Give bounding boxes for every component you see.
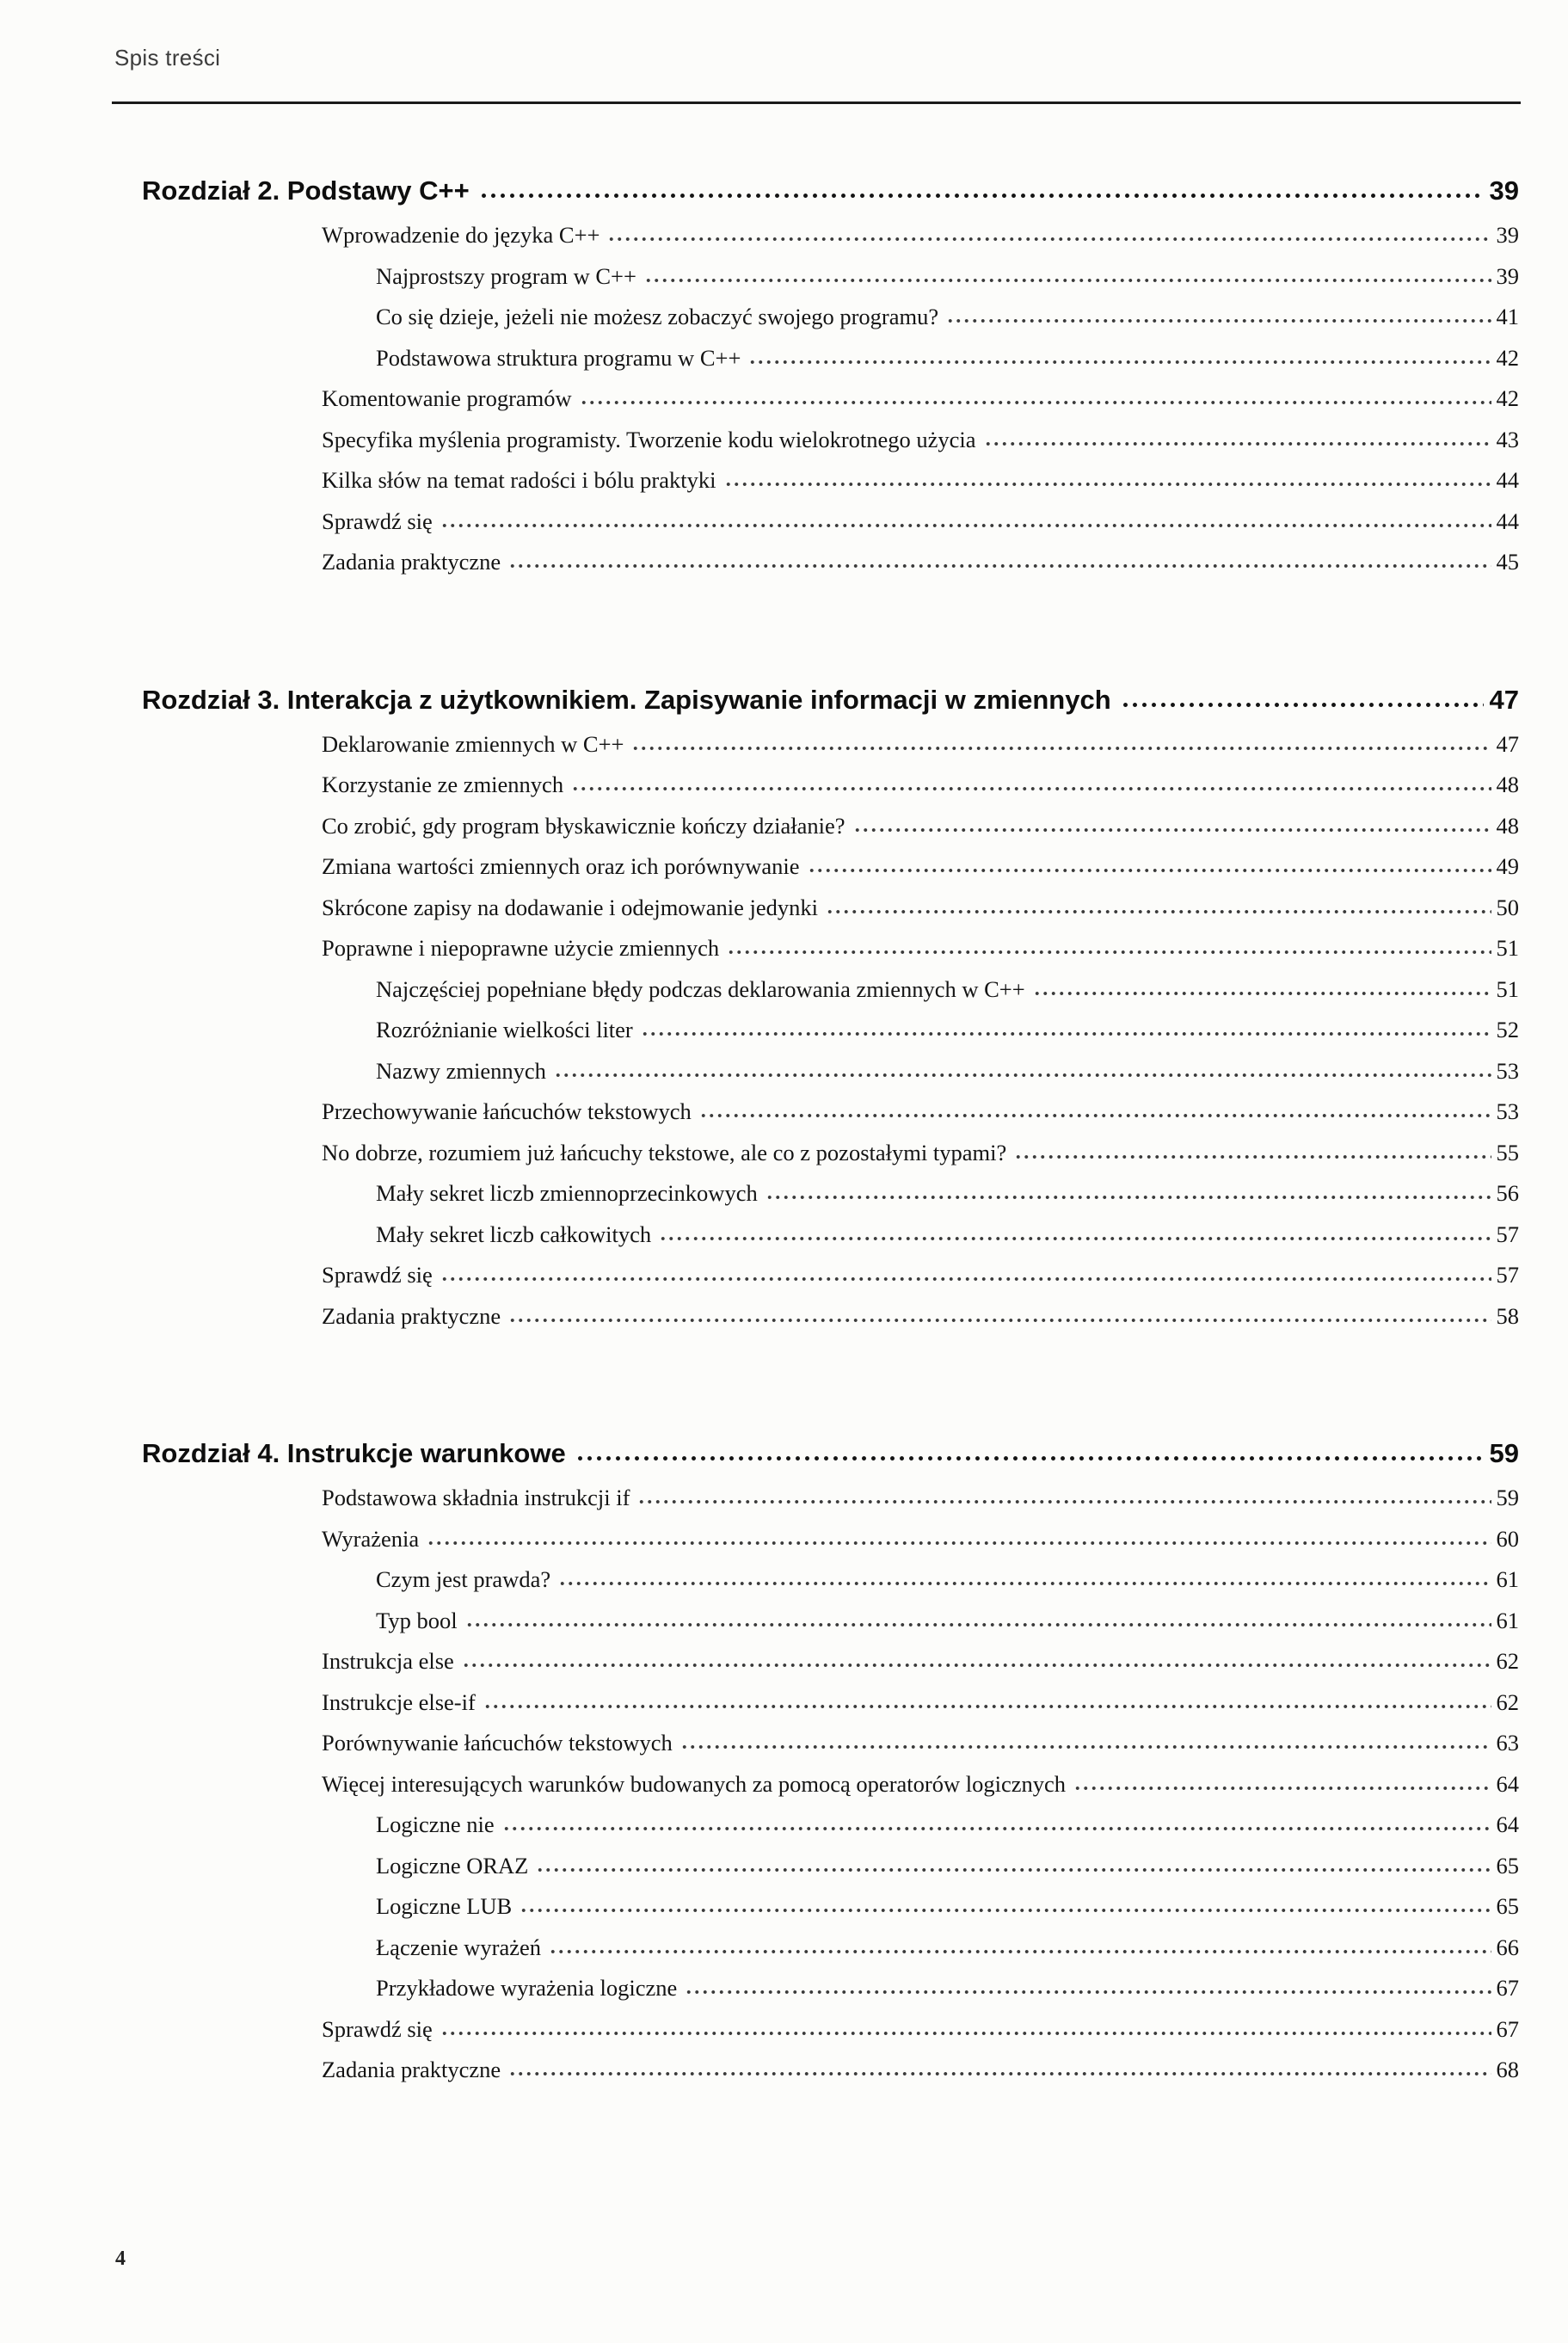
toc-entry	[376, 1975, 1519, 2016]
toc-entry-page: 61	[1496, 1607, 1519, 1633]
dot-leader	[748, 359, 1491, 366]
toc-entry-page: 62	[1496, 1688, 1519, 1715]
dot-leader	[427, 1540, 1491, 1547]
chapter-block	[142, 685, 1519, 1344]
toc-entry-label: Typ bool	[376, 1607, 458, 1633]
running-header: Spis treści	[114, 45, 221, 71]
toc-entry	[322, 1689, 1519, 1731]
toc-entry-label: Najprostszy program w C++	[376, 262, 636, 289]
chapter-heading	[142, 1438, 1519, 1469]
toc-entry	[322, 895, 1519, 936]
chapter-title: Rozdział 4. Instrukcje warunkowe	[142, 1438, 566, 1468]
toc-entry	[376, 1221, 1519, 1263]
dot-leader	[508, 2070, 1491, 2077]
toc-entry	[322, 772, 1519, 813]
toc-entry-page: 42	[1496, 344, 1519, 371]
toc-entry-label: Sprawdź się	[322, 507, 433, 534]
toc-entry-page: 68	[1496, 2057, 1519, 2082]
dot-leader	[575, 1454, 1484, 1462]
toc-entry-page: 55	[1496, 1139, 1519, 1165]
toc-entry	[322, 1730, 1519, 1771]
toc-entry-page: 51	[1496, 935, 1519, 961]
toc-entry-page: 56	[1496, 1180, 1519, 1206]
dot-leader	[462, 1662, 1491, 1669]
dot-leader	[1033, 990, 1491, 997]
dot-leader	[554, 1072, 1491, 1079]
toc-entry	[322, 813, 1519, 854]
toc-entry	[376, 1934, 1519, 1976]
toc-entry-label: Najczęściej popełniane błędy podczas deklarowania zmiennych w C++	[376, 975, 1025, 1002]
toc-entry-label: Porównywanie łańcuchów tekstowych	[322, 1730, 673, 1756]
toc-entry-page: 41	[1496, 304, 1519, 329]
toc-entry	[322, 427, 1519, 468]
toc-entry-page: 53	[1496, 1057, 1519, 1084]
toc-entry	[376, 263, 1519, 304]
toc-entry-page: 58	[1496, 1302, 1519, 1329]
dot-leader	[727, 949, 1491, 956]
toc-entry-label: Korzystanie ze zmiennych	[322, 772, 564, 797]
toc-entry	[322, 385, 1519, 427]
toc-entry-page: 57	[1496, 1262, 1519, 1288]
dot-leader	[659, 1235, 1491, 1242]
toc-entry-page: 67	[1496, 2015, 1519, 2042]
dot-leader	[631, 745, 1491, 752]
toc-entry-page: 57	[1496, 1221, 1519, 1247]
toc-entry-page: 52	[1496, 1017, 1519, 1042]
dot-leader	[699, 1112, 1491, 1119]
header-divider	[112, 101, 1521, 104]
toc-entry-label: No dobrze, rozumiem już łańcuchy tekstowe, ale co z pozostałymi typami?	[322, 1139, 1007, 1165]
toc-entry-page: 67	[1496, 1975, 1519, 2001]
toc-entry	[322, 2016, 1519, 2057]
chapter-page-number: 47	[1489, 684, 1519, 715]
toc-entry-label: Podstawowa składnia instrukcji if	[322, 1485, 630, 1510]
dot-leader	[571, 785, 1491, 792]
toc-entry	[376, 1608, 1519, 1649]
toc-entry-label: Poprawne i niepoprawne użycie zmiennych	[322, 935, 720, 961]
dot-leader	[644, 277, 1491, 284]
chapter-page-number: 59	[1489, 1438, 1519, 1468]
dot-leader	[853, 827, 1491, 833]
dot-leader	[1073, 1785, 1491, 1792]
dot-leader	[984, 440, 1491, 447]
toc-entry-page: 49	[1496, 853, 1519, 879]
chapter-title: Rozdział 3. Interakcja z użytkownikiem. Zapisywanie informacji w zmiennych	[142, 684, 1111, 715]
dot-leader	[685, 1989, 1491, 1996]
toc-entry-label: Rozróżnianie wielkości liter	[376, 1017, 633, 1042]
toc-entry-label: Co się dzieje, jeżeli nie możesz zobaczyć swojego programu?	[376, 304, 939, 329]
dot-leader	[508, 563, 1491, 569]
toc-entry-label: Przykładowe wyrażenia logiczne	[376, 1975, 678, 2001]
dot-leader	[607, 236, 1491, 243]
toc-entry	[322, 549, 1519, 590]
toc-entry	[322, 1140, 1519, 1181]
toc-entry	[376, 1853, 1519, 1894]
toc-entry-label: Mały sekret liczb całkowitych	[376, 1221, 652, 1247]
toc-entry	[322, 508, 1519, 550]
toc-entry	[322, 1648, 1519, 1689]
toc-entry-label: Instrukcja else	[322, 1648, 454, 1674]
toc-entry-page: 42	[1496, 385, 1519, 411]
toc-entry	[376, 1058, 1519, 1099]
toc-entry-page: 65	[1496, 1852, 1519, 1879]
toc-entry-page: 62	[1496, 1648, 1519, 1674]
toc-entry-label: Podstawowa struktura programu w C++	[376, 344, 741, 371]
dot-leader	[479, 192, 1484, 200]
chapter-heading	[142, 685, 1519, 716]
toc-entry-label: Mały sekret liczb zmiennoprzecinkowych	[376, 1180, 758, 1206]
toc-entry-label: Komentowanie programów	[322, 385, 572, 411]
toc-entry-label: Wprowadzenie do języka C++	[322, 222, 600, 248]
toc-entry-page: 65	[1496, 1893, 1519, 1919]
toc-entry	[322, 467, 1519, 508]
toc-entry-label: Nazwy zmiennych	[376, 1057, 546, 1084]
toc-entry-page: 47	[1496, 730, 1519, 757]
toc-entry-label: Wyrażenia	[322, 1525, 420, 1552]
dot-leader	[1121, 701, 1484, 709]
toc-entry-label: Specyfika myślenia programisty. Tworzenie kodu wielokrotnego użycia	[322, 426, 976, 452]
toc-entry-label: Łączenie wyrażeń	[376, 1934, 541, 1960]
dot-leader	[637, 1498, 1491, 1505]
toc-entry-label: Zadania praktyczne	[322, 2057, 501, 2082]
chapter-block	[142, 175, 1519, 590]
chapter-heading	[142, 175, 1519, 206]
toc-entry-page: 44	[1496, 467, 1519, 493]
toc-entry-label: Deklarowanie zmiennych w C++	[322, 730, 624, 757]
toc-entry-page: 64	[1496, 1770, 1519, 1797]
toc	[142, 175, 1519, 2192]
toc-entry-label: Zmiana wartości zmiennych oraz ich porównywanie	[322, 853, 800, 879]
toc-entry-label: Instrukcje else-if	[322, 1688, 476, 1715]
page-number: 4	[115, 2248, 126, 2270]
dot-leader	[826, 908, 1491, 915]
toc-entry-page: 61	[1496, 1566, 1519, 1592]
toc-entry	[322, 1526, 1519, 1567]
dot-leader	[483, 1703, 1491, 1710]
toc-entry	[322, 853, 1519, 895]
toc-entry-label: Co zrobić, gdy program błyskawicznie kończy działanie?	[322, 812, 845, 839]
toc-entry-label: Sprawdź się	[322, 1262, 433, 1288]
toc-entry-page: 48	[1496, 812, 1519, 839]
toc-entry-label: Zadania praktyczne	[322, 549, 501, 575]
dot-leader	[641, 1030, 1491, 1037]
toc-entry-label: Więcej interesujących warunków budowanych za pomocą operatorów logicznych	[322, 1770, 1066, 1797]
toc-entry-label: Kilka słów na temat radości i bólu praktyki	[322, 467, 716, 493]
toc-entry	[376, 976, 1519, 1018]
toc-entry-label: Skrócone zapisy na dodawanie i odejmowanie jedynki	[322, 894, 818, 920]
toc-entry	[376, 1017, 1519, 1058]
toc-entry	[322, 1262, 1519, 1303]
toc-entry	[376, 345, 1519, 386]
toc-entry	[322, 2057, 1519, 2098]
chapter-block	[142, 1438, 1519, 2098]
toc-entry-page: 44	[1496, 507, 1519, 534]
toc-entry	[322, 1098, 1519, 1140]
toc-entry-label: Logiczne ORAZ	[376, 1852, 529, 1879]
toc-entry	[322, 731, 1519, 772]
toc-entry	[322, 1485, 1519, 1526]
toc-entry	[322, 935, 1519, 976]
dot-leader	[808, 867, 1491, 874]
toc-entry-page: 43	[1496, 426, 1519, 452]
toc-entry-page: 39	[1496, 262, 1519, 289]
toc-entry-label: Logiczne LUB	[376, 1893, 513, 1919]
toc-entry-label: Zadania praktyczne	[322, 1302, 501, 1329]
dot-leader	[724, 481, 1491, 488]
toc-entry	[322, 222, 1519, 263]
toc-entry-page: 63	[1496, 1730, 1519, 1756]
toc-entry-page: 59	[1496, 1485, 1519, 1510]
toc-entry-page: 45	[1496, 549, 1519, 575]
toc-entry-page: 50	[1496, 894, 1519, 920]
toc-entry-label: Logiczne nie	[376, 1811, 495, 1837]
toc-entry-page: 48	[1496, 772, 1519, 797]
dot-leader	[465, 1621, 1491, 1628]
dot-leader	[766, 1194, 1491, 1201]
chapter-page-number: 39	[1489, 175, 1519, 206]
toc-entry-label: Sprawdź się	[322, 2015, 433, 2042]
dot-leader	[440, 2030, 1491, 2037]
dot-leader	[946, 317, 1491, 324]
dot-leader	[440, 1276, 1491, 1282]
chapter-title: Rozdział 2. Podstawy C++	[142, 175, 470, 206]
dot-leader	[520, 1907, 1491, 1914]
toc-entry-page: 64	[1496, 1811, 1519, 1837]
dot-leader	[502, 1825, 1491, 1832]
toc-entry	[322, 1771, 1519, 1812]
toc-entry-page: 60	[1496, 1525, 1519, 1552]
dot-leader	[508, 1317, 1491, 1324]
toc-entry-page: 39	[1496, 222, 1519, 248]
toc-entry	[376, 1893, 1519, 1934]
toc-entry-page: 66	[1496, 1934, 1519, 1960]
toc-entry-page: 53	[1496, 1098, 1519, 1124]
dot-leader	[440, 522, 1491, 529]
toc-entry-label: Przechowywanie łańcuchów tekstowych	[322, 1098, 692, 1124]
dot-leader	[536, 1866, 1491, 1873]
dot-leader	[580, 399, 1491, 406]
dot-leader	[680, 1743, 1491, 1750]
toc-entry	[322, 1303, 1519, 1344]
toc-entry	[376, 1566, 1519, 1608]
dot-leader	[558, 1580, 1491, 1587]
toc-entry-label: Czym jest prawda?	[376, 1566, 551, 1592]
toc-entry	[376, 1180, 1519, 1221]
dot-leader	[549, 1948, 1491, 1955]
toc-entry	[376, 304, 1519, 345]
dot-leader	[1014, 1153, 1491, 1160]
toc-entry	[376, 1811, 1519, 1853]
toc-entry-page: 51	[1496, 975, 1519, 1002]
